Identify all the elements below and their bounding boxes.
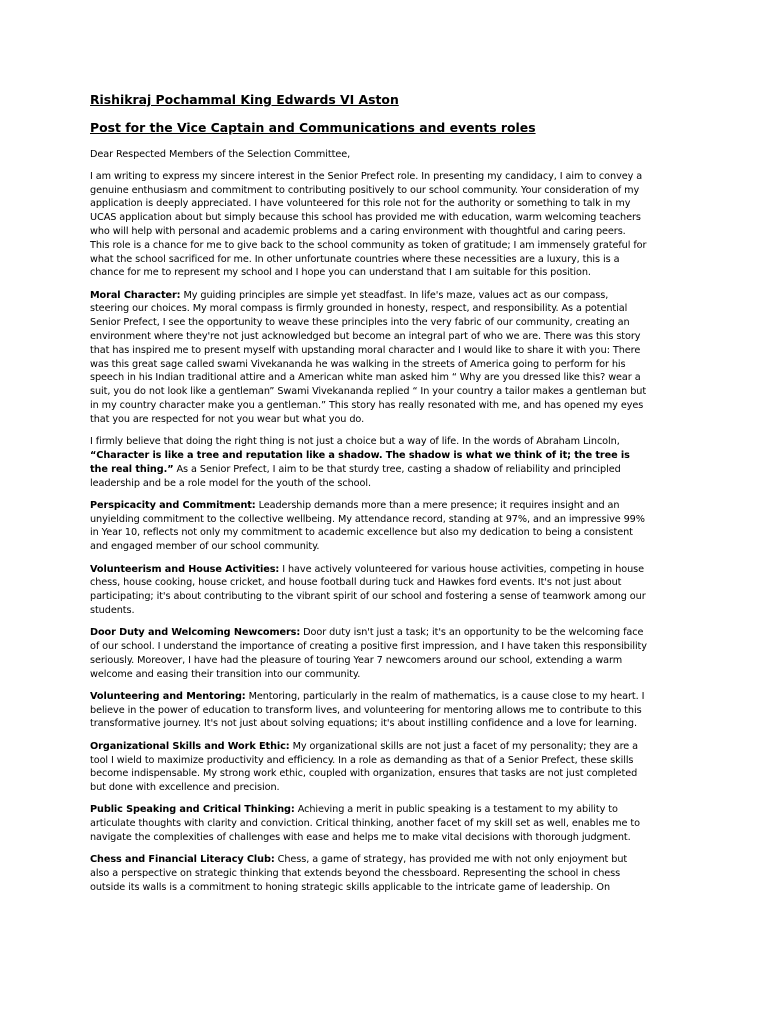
paragraph-line: was this great sage called swami Vivekananda he was walking in the streets of America going to perform for his (90, 358, 626, 370)
paragraph-line: believe in the power of education to transform lives, and volunteering for mentoring allows me to contribute to this (90, 704, 642, 716)
paragraph-line: students. (90, 604, 135, 616)
author-heading: Rishikraj Pochammal King Edwards VI Aston (90, 92, 399, 107)
paragraph-line: I am writing to express my sincere interest in the Senior Prefect role. In presenting my candidacy, I aim to convey a (90, 170, 643, 182)
paragraph-line (90, 563, 682, 577)
paragraph-line: welcome and easing their transition into our community. (90, 668, 361, 680)
document-page (90, 91, 682, 903)
paragraph-text: Mentoring, particularly in the realm of mathematics, is a cause close to my heart. I (245, 690, 645, 702)
paragraph-line: environment where they're not just acknowledged but become an integral part of who we are. There was this story (90, 331, 641, 343)
paragraph-line (90, 499, 682, 513)
section-heading: Volunteerism and House Activities: (90, 563, 280, 575)
paragraph-line (90, 740, 682, 754)
paragraph-line: leadership and be a role model for the youth of the school. (90, 477, 371, 489)
paragraph-line: participating; it's about contributing to the vibrant spirit of our school and fostering a sense of teamwork among our (90, 591, 646, 603)
paragraph-line: and engaged member of our school community. (90, 541, 320, 553)
section-heading: Moral Character: (90, 289, 181, 301)
paragraph-text: My guiding principles are simple yet steadfast. In life's maze, values act as our compass, (180, 289, 609, 301)
public-speaking-paragraph (90, 803, 682, 844)
paragraph-line: chance for me to represent my school and I hope you can understand that I am suitable for this position. (90, 267, 591, 279)
paragraph-line: become indispensable. My strong work ethic, coupled with organization, ensures that tasks are not just completed (90, 768, 638, 780)
section-heading: Organizational Skills and Work Ethic: (90, 740, 290, 752)
section-heading: Public Speaking and Critical Thinking: (90, 804, 295, 816)
paragraph-text: Door duty isn't just a task; it's an opportunity to be the welcoming face (300, 627, 644, 639)
section-heading: Volunteering and Mentoring: (90, 690, 246, 702)
paragraph-line: This role is a chance for me to give back to the school community as token of gratitude; I am immensely grateful for (90, 239, 647, 251)
paragraph-text: As a Senior Prefect, I aim to be that sturdy tree, casting a shadow of reliability and principled (173, 463, 621, 475)
paragraph-line: of our school. I understand the importance of creating a positive first impression, and I have taken this responsibility (90, 641, 647, 652)
paragraph-line (90, 803, 682, 817)
paragraph-line: that you are respected for not you wear but what you do. (90, 413, 365, 425)
paragraph-line: outside its walls is a commitment to honing strategic skills applicable to the intricate game of leadership. On (90, 881, 611, 893)
volunteerism-paragraph (90, 563, 682, 618)
paragraph-line: who will help with personal and academic problems and a caring environment with thoughtful and caring peers. (90, 225, 626, 237)
paragraph-text: Achieving a merit in public speaking is a testament to my ability to (294, 804, 618, 816)
paragraph-line: unyielding commitment to the collective wellbeing. My attendance record, standing at 97%, and an impressive 99% (90, 513, 645, 525)
paragraph-line: also a perspective on strategic thinking that extends beyond the chessboard. Representing the school in chess (90, 868, 621, 880)
paragraph-line: suit, you do not look like a gentleman” Swami Vivekananda replied “ In your country a tailor makes a gentleman but (90, 386, 647, 398)
salutation: Dear Respected Members of the Selection Committee, (90, 149, 351, 160)
chess-paragraph (90, 853, 682, 894)
perspicacity-paragraph (90, 499, 682, 554)
paragraph-text: I have actively volunteered for various house activities, competing in house (279, 563, 645, 575)
paragraph-line: transformative journey. It's not just about solving equations; it's about instilling confidence and a love for learning. (90, 718, 637, 730)
paragraph-line (90, 626, 682, 640)
paragraph-line: what the school sacrificed for me. In other unfortunate countries where these necessities are a luxury, this is a (90, 253, 620, 265)
lincoln-quote-paragraph (90, 435, 682, 490)
organizational-skills-paragraph (90, 740, 682, 795)
paragraph-line (90, 289, 682, 303)
paragraph-line: steering our choices. My moral compass is firmly grounded in honesty, respect, and responsibility. As a potential (90, 303, 628, 315)
paragraph-line: I firmly believe that doing the right thing is not just a choice but a way of life. In the words of Abraham Lincoln, (90, 436, 620, 448)
quote-end: the real thing.” (90, 463, 174, 475)
intro-paragraph (90, 170, 682, 280)
paragraph-line: Senior Prefect, I see the opportunity to weave these principles into the very fabric of our community, creating an (90, 317, 630, 329)
paragraph-text: Chess, a game of strategy, has provided me with not only enjoyment but (274, 854, 628, 866)
paragraph-line (90, 853, 682, 867)
section-heading: Chess and Financial Literacy Club: (90, 854, 275, 866)
paragraph-text: My organizational skills are not just a facet of my personality; they are a (289, 740, 638, 752)
paragraph-line: in Year 10, reflects not only my commitment to academic excellence but also my dedication to being a consistent (90, 527, 633, 539)
quote-line: “Character is like a tree and reputation like a shadow. The shadow is what we think of it; the tree is (90, 449, 630, 461)
paragraph-text: Leadership demands more than a mere presence; it requires insight and an (255, 499, 620, 511)
paragraph-line: navigate the complexities of challenges with ease and helps me to make vital decisions with thorough judgment. (90, 832, 631, 844)
paragraph-line: tool I wield to maximize productivity and efficiency. In a role as demanding as that of a Senior Prefect, these skills (90, 754, 634, 766)
section-heading: Door Duty and Welcoming Newcomers: (90, 627, 301, 639)
paragraph-line: chess, house cooking, house cricket, and house football during tuck and Hawkes ford events. It's not just about (90, 577, 622, 589)
paragraph-line: application is deeply appreciated. I have volunteered for this role not for the authority or something to talk in my (90, 198, 631, 210)
paragraph-line (90, 690, 682, 704)
paragraph-line: but done with excellence and precision. (90, 782, 280, 794)
mentoring-paragraph (90, 690, 682, 731)
paragraph-line: seriously. Moreover, I have had the pleasure of touring Year 7 newcomers around our school, extending a warm (90, 654, 623, 666)
paragraph-line: articulate thoughts with clarity and conviction. Critical thinking, another facet of my skill set as well, enables me to (90, 818, 640, 830)
paragraph-line: in my country character make you a gentleman.” This story has really resonated with me, and has opened my eyes (90, 400, 644, 412)
paragraph-line: UCAS application about but simply because this school has provided me with education, warm welcoming teachers (90, 212, 641, 224)
paragraph-line: that has inspired me to present myself with upstanding moral character and I would like to share it with you: There (90, 344, 641, 356)
door-duty-paragraph (90, 626, 682, 681)
paragraph-line: genuine enthusiasm and commitment to contributing positively to our school community. Your consideration of my (90, 184, 640, 196)
section-heading: Perspicacity and Commitment: (90, 499, 256, 511)
paragraph-line (90, 463, 682, 477)
paragraph-line: speech in his Indian traditional attire and a American white man asked him “ Why are you dressed like this? wear a (90, 372, 641, 384)
post-heading: Post for the Vice Captain and Communications and events roles (90, 120, 536, 135)
moral-character-paragraph (90, 289, 682, 427)
